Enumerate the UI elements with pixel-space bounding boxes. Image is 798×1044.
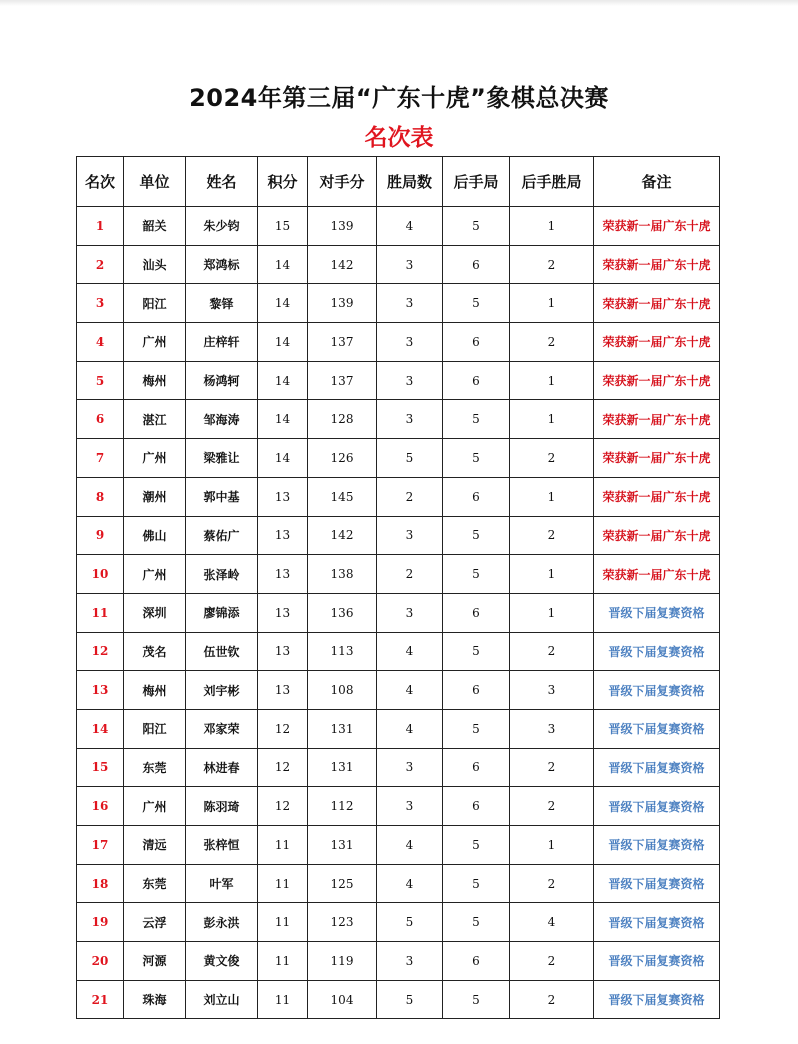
- cell-rank: 11: [77, 593, 124, 632]
- cell-rank: 10: [77, 555, 124, 594]
- table-row: [77, 323, 720, 362]
- cell-points: 11: [258, 826, 308, 865]
- cell-opponent-score: 131: [308, 709, 377, 748]
- cell-opponent-score: 104: [308, 980, 377, 1019]
- cell-unit: 茂名: [124, 632, 186, 671]
- cell-black-wins: 2: [510, 980, 594, 1019]
- cell-black-games: 5: [443, 284, 510, 323]
- document-subtitle: 名次表: [364, 125, 434, 151]
- cell-note: 晋级下届复赛资格: [594, 671, 720, 710]
- cell-unit: 广州: [124, 439, 186, 478]
- document-title: 2024年第三届“广东十虎”象棋总决赛: [189, 84, 609, 112]
- cell-wins: 2: [377, 477, 443, 516]
- cell-points: 13: [258, 477, 308, 516]
- cell-points: 12: [258, 787, 308, 826]
- cell-unit: 清远: [124, 826, 186, 865]
- cell-rank: 9: [77, 516, 124, 555]
- cell-unit: 韶关: [124, 207, 186, 246]
- header-note: 备注: [594, 157, 720, 207]
- cell-black-games: 6: [443, 323, 510, 362]
- cell-black-games: 5: [443, 555, 510, 594]
- cell-wins: 4: [377, 632, 443, 671]
- cell-note: 荣获新一届广东十虎: [594, 477, 720, 516]
- cell-wins: 3: [377, 361, 443, 400]
- cell-note: 晋级下届复赛资格: [594, 787, 720, 826]
- cell-name: 张梓恒: [186, 826, 258, 865]
- cell-black-games: 5: [443, 439, 510, 478]
- cell-wins: 3: [377, 323, 443, 362]
- cell-note: 荣获新一届广东十虎: [594, 516, 720, 555]
- cell-points: 11: [258, 903, 308, 942]
- table-row: [77, 942, 720, 981]
- cell-wins: 3: [377, 748, 443, 787]
- cell-black-games: 5: [443, 864, 510, 903]
- cell-black-games: 6: [443, 787, 510, 826]
- table-row: [77, 555, 720, 594]
- table-row: [77, 516, 720, 555]
- cell-wins: 3: [377, 284, 443, 323]
- cell-black-wins: 1: [510, 477, 594, 516]
- cell-note: 晋级下届复赛资格: [594, 593, 720, 632]
- cell-opponent-score: 123: [308, 903, 377, 942]
- page-edge-shadow: [0, 0, 798, 6]
- cell-note: 荣获新一届广东十虎: [594, 245, 720, 284]
- cell-black-games: 6: [443, 593, 510, 632]
- cell-points: 14: [258, 361, 308, 400]
- cell-black-games: 6: [443, 477, 510, 516]
- cell-unit: 广州: [124, 787, 186, 826]
- cell-unit: 佛山: [124, 516, 186, 555]
- table-row: [77, 593, 720, 632]
- cell-opponent-score: 145: [308, 477, 377, 516]
- cell-black-wins: 1: [510, 207, 594, 246]
- header-black-wins: 后手胜局: [510, 157, 594, 207]
- header-points: 积分: [258, 157, 308, 207]
- table-row: [77, 864, 720, 903]
- cell-name: 张泽岭: [186, 555, 258, 594]
- table-row: [77, 207, 720, 246]
- cell-opponent-score: 131: [308, 748, 377, 787]
- cell-black-wins: 2: [510, 748, 594, 787]
- cell-wins: 2: [377, 555, 443, 594]
- cell-black-wins: 2: [510, 245, 594, 284]
- cell-note: 晋级下届复赛资格: [594, 826, 720, 865]
- cell-points: 15: [258, 207, 308, 246]
- cell-opponent-score: 113: [308, 632, 377, 671]
- cell-rank: 7: [77, 439, 124, 478]
- cell-note: 晋级下届复赛资格: [594, 632, 720, 671]
- cell-note: 荣获新一届广东十虎: [594, 439, 720, 478]
- cell-note: 荣获新一届广东十虎: [594, 323, 720, 362]
- cell-name: 彭永洪: [186, 903, 258, 942]
- cell-black-games: 5: [443, 709, 510, 748]
- cell-black-wins: 3: [510, 709, 594, 748]
- cell-opponent-score: 136: [308, 593, 377, 632]
- cell-wins: 3: [377, 245, 443, 284]
- cell-points: 14: [258, 400, 308, 439]
- cell-name: 黄文俊: [186, 942, 258, 981]
- cell-rank: 18: [77, 864, 124, 903]
- cell-unit: 广州: [124, 555, 186, 594]
- table-row: [77, 284, 720, 323]
- cell-points: 13: [258, 555, 308, 594]
- cell-name: 郑鸿标: [186, 245, 258, 284]
- table-row: [77, 632, 720, 671]
- cell-points: 14: [258, 323, 308, 362]
- cell-unit: 广州: [124, 323, 186, 362]
- cell-points: 11: [258, 980, 308, 1019]
- table-row: [77, 361, 720, 400]
- cell-black-games: 5: [443, 826, 510, 865]
- cell-points: 11: [258, 864, 308, 903]
- table-row: [77, 439, 720, 478]
- cell-note: 晋级下届复赛资格: [594, 748, 720, 787]
- cell-points: 13: [258, 671, 308, 710]
- cell-rank: 6: [77, 400, 124, 439]
- cell-rank: 17: [77, 826, 124, 865]
- cell-opponent-score: 139: [308, 284, 377, 323]
- cell-note: 晋级下届复赛资格: [594, 942, 720, 981]
- table-header-row: [77, 157, 720, 207]
- cell-wins: 5: [377, 903, 443, 942]
- cell-unit: 阳江: [124, 284, 186, 323]
- cell-wins: 4: [377, 826, 443, 865]
- cell-note: 荣获新一届广东十虎: [594, 284, 720, 323]
- cell-name: 邹海涛: [186, 400, 258, 439]
- cell-black-wins: 1: [510, 593, 594, 632]
- cell-rank: 19: [77, 903, 124, 942]
- cell-unit: 汕头: [124, 245, 186, 284]
- table-row: [77, 980, 720, 1019]
- cell-name: 蔡佑广: [186, 516, 258, 555]
- cell-name: 杨鸿轲: [186, 361, 258, 400]
- cell-rank: 13: [77, 671, 124, 710]
- cell-note: 晋级下届复赛资格: [594, 980, 720, 1019]
- cell-black-wins: 2: [510, 942, 594, 981]
- header-wins: 胜局数: [377, 157, 443, 207]
- cell-rank: 16: [77, 787, 124, 826]
- cell-black-wins: 1: [510, 826, 594, 865]
- cell-rank: 2: [77, 245, 124, 284]
- cell-note: 荣获新一届广东十虎: [594, 400, 720, 439]
- cell-black-games: 6: [443, 245, 510, 284]
- cell-opponent-score: 112: [308, 787, 377, 826]
- cell-opponent-score: 142: [308, 516, 377, 555]
- cell-name: 梁雅让: [186, 439, 258, 478]
- cell-black-games: 5: [443, 632, 510, 671]
- cell-note: 荣获新一届广东十虎: [594, 207, 720, 246]
- table-row: [77, 477, 720, 516]
- cell-unit: 东莞: [124, 864, 186, 903]
- cell-opponent-score: 108: [308, 671, 377, 710]
- cell-wins: 3: [377, 400, 443, 439]
- cell-opponent-score: 137: [308, 323, 377, 362]
- cell-name: 叶军: [186, 864, 258, 903]
- cell-points: 14: [258, 284, 308, 323]
- cell-rank: 14: [77, 709, 124, 748]
- cell-black-games: 5: [443, 516, 510, 555]
- cell-opponent-score: 125: [308, 864, 377, 903]
- cell-black-games: 6: [443, 748, 510, 787]
- cell-unit: 梅州: [124, 671, 186, 710]
- cell-rank: 8: [77, 477, 124, 516]
- cell-note: 晋级下届复赛资格: [594, 864, 720, 903]
- cell-wins: 4: [377, 709, 443, 748]
- cell-name: 邓家荣: [186, 709, 258, 748]
- cell-unit: 湛江: [124, 400, 186, 439]
- cell-wins: 5: [377, 980, 443, 1019]
- cell-unit: 珠海: [124, 980, 186, 1019]
- table-row: [77, 903, 720, 942]
- cell-name: 陈羽琦: [186, 787, 258, 826]
- table-row: [77, 400, 720, 439]
- cell-black-wins: 1: [510, 284, 594, 323]
- cell-name: 庄梓轩: [186, 323, 258, 362]
- cell-rank: 4: [77, 323, 124, 362]
- cell-black-games: 6: [443, 671, 510, 710]
- cell-points: 13: [258, 516, 308, 555]
- cell-name: 廖锦添: [186, 593, 258, 632]
- cell-opponent-score: 138: [308, 555, 377, 594]
- cell-unit: 梅州: [124, 361, 186, 400]
- cell-wins: 3: [377, 593, 443, 632]
- table-body: [77, 207, 720, 1019]
- cell-black-wins: 1: [510, 555, 594, 594]
- cell-name: 林进春: [186, 748, 258, 787]
- cell-unit: 潮州: [124, 477, 186, 516]
- cell-rank: 1: [77, 207, 124, 246]
- cell-unit: 阳江: [124, 709, 186, 748]
- cell-black-games: 6: [443, 942, 510, 981]
- cell-points: 13: [258, 593, 308, 632]
- table-row: [77, 826, 720, 865]
- cell-name: 伍世钦: [186, 632, 258, 671]
- cell-black-games: 5: [443, 980, 510, 1019]
- header-opponent-score: 对手分: [308, 157, 377, 207]
- cell-opponent-score: 139: [308, 207, 377, 246]
- cell-black-games: 5: [443, 207, 510, 246]
- cell-opponent-score: 128: [308, 400, 377, 439]
- cell-black-wins: 2: [510, 632, 594, 671]
- cell-rank: 3: [77, 284, 124, 323]
- cell-black-games: 5: [443, 400, 510, 439]
- cell-name: 刘立山: [186, 980, 258, 1019]
- cell-wins: 3: [377, 516, 443, 555]
- cell-name: 黎铎: [186, 284, 258, 323]
- table-row: [77, 671, 720, 710]
- table-row: [77, 709, 720, 748]
- cell-unit: 东莞: [124, 748, 186, 787]
- cell-note: 荣获新一届广东十虎: [594, 361, 720, 400]
- cell-points: 12: [258, 748, 308, 787]
- cell-unit: 河源: [124, 942, 186, 981]
- cell-opponent-score: 119: [308, 942, 377, 981]
- cell-black-wins: 2: [510, 439, 594, 478]
- ranking-table: [76, 156, 720, 1019]
- cell-rank: 20: [77, 942, 124, 981]
- cell-unit: 深圳: [124, 593, 186, 632]
- cell-black-wins: 2: [510, 787, 594, 826]
- table-row: [77, 245, 720, 284]
- cell-wins: 4: [377, 864, 443, 903]
- cell-opponent-score: 126: [308, 439, 377, 478]
- cell-black-wins: 2: [510, 323, 594, 362]
- cell-name: 朱少钧: [186, 207, 258, 246]
- cell-name: 刘宇彬: [186, 671, 258, 710]
- cell-opponent-score: 137: [308, 361, 377, 400]
- cell-black-games: 5: [443, 903, 510, 942]
- cell-black-wins: 1: [510, 400, 594, 439]
- cell-points: 11: [258, 942, 308, 981]
- cell-points: 14: [258, 439, 308, 478]
- cell-opponent-score: 131: [308, 826, 377, 865]
- cell-note: 晋级下届复赛资格: [594, 709, 720, 748]
- cell-points: 12: [258, 709, 308, 748]
- cell-rank: 15: [77, 748, 124, 787]
- cell-rank: 5: [77, 361, 124, 400]
- cell-black-wins: 4: [510, 903, 594, 942]
- cell-wins: 3: [377, 942, 443, 981]
- cell-black-games: 6: [443, 361, 510, 400]
- cell-black-wins: 2: [510, 864, 594, 903]
- cell-wins: 3: [377, 787, 443, 826]
- cell-black-wins: 1: [510, 361, 594, 400]
- cell-black-wins: 3: [510, 671, 594, 710]
- cell-wins: 5: [377, 439, 443, 478]
- cell-points: 14: [258, 245, 308, 284]
- header-rank: 名次: [77, 157, 124, 207]
- cell-rank: 21: [77, 980, 124, 1019]
- header-black-games: 后手局: [443, 157, 510, 207]
- cell-name: 郭中基: [186, 477, 258, 516]
- cell-note: 荣获新一届广东十虎: [594, 555, 720, 594]
- cell-wins: 4: [377, 207, 443, 246]
- cell-black-wins: 2: [510, 516, 594, 555]
- cell-wins: 4: [377, 671, 443, 710]
- header-name: 姓名: [186, 157, 258, 207]
- cell-rank: 12: [77, 632, 124, 671]
- cell-points: 13: [258, 632, 308, 671]
- cell-opponent-score: 142: [308, 245, 377, 284]
- header-unit: 单位: [124, 157, 186, 207]
- cell-note: 晋级下届复赛资格: [594, 903, 720, 942]
- table-row: [77, 787, 720, 826]
- table-row: [77, 748, 720, 787]
- cell-unit: 云浮: [124, 903, 186, 942]
